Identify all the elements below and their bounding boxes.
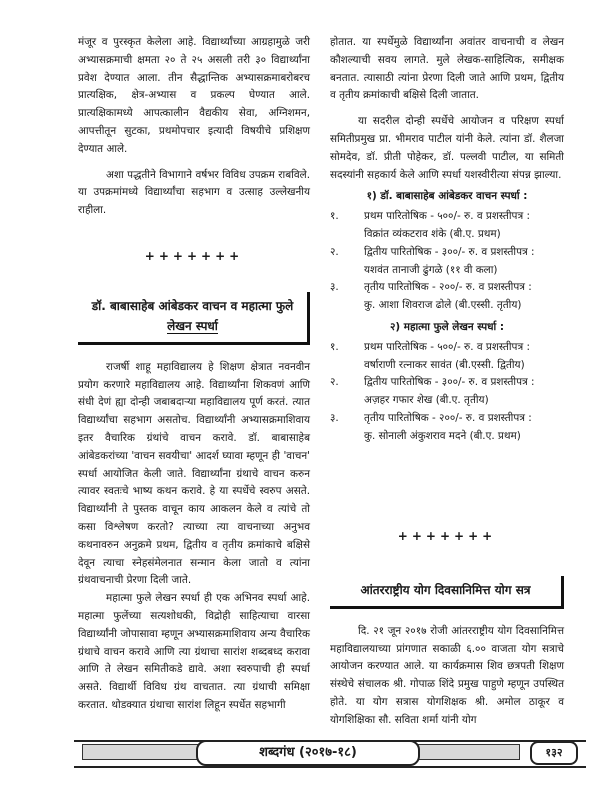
prize-title: द्वितीय पारितोषिक - ३००/- रु. व प्रशस्तीपत्र :: [364, 376, 535, 389]
prize-item: [330, 279, 564, 315]
left-paragraph-3: राजर्षी शाहू महाविद्यालय हे शिक्षण क्षेत्रात नवनवीन प्रयोग करणारे महाविद्यालय आहे. विद्यार्थ्यांना शिकवणं आणि संधी देणं ह्या दोन्ही जबाबदाऱ्या महाविद्यालय पूर्ण करतं. त्यात विद्यार्थ्यांचा सहभाग असतोच. विद्यार्थ्यांनी अभ्यासक्रमाशिवाय इतर वैचारिक ग्रंथांचे वाचन करावे. डॉ. बाबासाहेब आंबेडकरांच्या 'वाचन सवयीचा' आदर्श घ्यावा म्हणून ही 'वाचन' स्पर्धा आयोजित केली जाते. विद्यार्थ्यांना ग्रंथाचे वाचन करुन त्यावर स्वतःचे भाष्य कथन करावे. हे या स्पर्धेचे स्वरुप असते. विद्यार्थ्यांनी ते पुस्तक वाचून काय आकलन केले व त्यांचे तो कसा विश्लेषण करतो? त्याच्या त्या वाचनाच्या अनुभव कथनावरुन अनुक्रमे प्रथम, द्वितीय व तृतीय क्रमांकाचे बक्षिसे देवून त्याचा स्नेहसंमेलनात सन्मान केला जातो व त्यांना ग्रंथवाचनाची प्रेरणा दिली जाते.: [78, 360, 310, 587]
section-heading-reading-writing: [78, 292, 310, 345]
prize-item: [330, 339, 564, 375]
reading-competition-subheading: १) डॉ. बाबासाहेब आंबेडकर वाचन स्पर्धा :: [366, 190, 528, 203]
prize-title: तृतीय पारितोषिक - २००/- रु. व प्रशस्तीपत्र :: [364, 281, 532, 294]
writing-competition-subheading: २) महात्मा फुले लेखन स्पर्धा :: [389, 320, 505, 333]
publication-title: शब्दगंध (२०१७-१८): [196, 740, 420, 766]
prize-winner: कु. सोनाली अंकुशराव मदने (बी.ए. प्रथम): [364, 429, 521, 442]
prize-title: प्रथम पारितोषिक - ५००/- रु. व प्रशस्तीपत्र :: [364, 340, 530, 353]
right-column: [330, 34, 564, 446]
right-paragraph-2: या सदरील दोन्ही स्पर्धेचे आयोजन व परिक्षण स्पर्धा समितीप्रमुख प्रा. भीमराव पाटील यांनी केले. त्यांना डॉ. शैलजा सोमदेव, डॉ. प्रीती पोहेकर, डॉ. पल्लवी पाटील, या समिती सदस्यांनी सहकार्य केले आणि स्पर्धा यशस्वीरीत्या संपन्न झाल्या.: [330, 115, 564, 181]
prize-item: [330, 374, 564, 410]
right-paragraph-1: होतात. या स्पर्धेमुळे विद्यार्थ्यांना अवांतर वाचनाची व लेखन कौशल्याची सवय लागते. मुले लेखक-साहित्यिक, समीक्षक बनतात. त्यासाठी त्यांना प्रेरणा दिली जाते आणि प्रथम, द्वितीय व तृतीय क्रमांकाची बक्षिसे दिली जातात.: [330, 36, 564, 102]
left-paragraph-2: अशा पद्धतीने विभागाने वर्षभर विविध उपक्रम राबविले. या उपक्रमांमध्ये विद्यार्थ्यांचा सहभाग व उत्साह उल्लेखनीय राहीला.: [78, 168, 310, 217]
prize-title: तृतीय पारितोषिक - २००/- रु. व प्रशस्तीपत्र :: [364, 411, 532, 424]
prize-number: ३.: [330, 281, 339, 294]
heading-line-1: डॉ. बाबासाहेब आंबेडकर वाचन व महात्मा फुले: [91, 298, 294, 313]
prize-number: २.: [330, 376, 339, 389]
prize-winner: वर्षाराणी रत्नाकर सावंत (बी.एस्सी. द्वितीय): [364, 358, 525, 371]
prize-title: प्रथम पारितोषिक - ५००/- रु. व प्रशस्तीपत्र :: [364, 210, 530, 223]
left-paragraph-4: महात्मा फुले लेखन स्पर्धा ही एक अभिनव स्पर्धा आहे. महात्मा फुलेंच्या सत्यशोधकी, विद्रोही साहित्याचा वारसा विद्यार्थ्यांनी जोपासावा म्हणून अभ्यासक्रमाशिवाय अन्य वैचारिक ग्रंथाचे वाचन करावे आणि त्या ग्रंथाचा सारांश शब्दबध्द करावा आणि ते लेखन समितीकडे द्यावे. अशा स्वरुपाची ही स्पर्धा असते. विद्यार्थी विविध ग्रंथ वाचतात. त्या ग्रंथाची समिक्षा करतात. थोडक्यात ग्रंथाचा सारांश लिहून स्पर्धेत सहभागी: [78, 592, 310, 711]
prize-winner: अज़हर गफार शेख (बी.ए. तृतीय): [364, 394, 489, 407]
prize-item: [330, 208, 564, 244]
prize-winner: विक्रांत व्यंकटराव शंके (बी.ए. प्रथम): [364, 227, 501, 240]
right-column-lower: [330, 528, 564, 730]
heading-line-2: लेखन स्पर्धा: [167, 318, 218, 333]
prize-number: २.: [330, 245, 339, 258]
prize-number: ३.: [330, 411, 339, 424]
prize-winner: कु. आशा शिवराज ढोले (बी.एस्सी. तृतीय): [364, 299, 522, 312]
section-divider-stars: +++++++: [397, 529, 497, 543]
right-paragraph-3: दि. २१ जून २०१७ रोजी आंतरराष्ट्रीय योग दिवसानिमित्त महाविद्यालयाच्या प्रांगणात सकाळी ६.०० वाजता योग सत्राचे आयोजन करण्यात आले. या कार्यक्रमास शिव छत्रपती शिक्षण संस्थेचे संचालक श्री. गोपाळ शिंदे प्रमुख पाहुणे म्हणून उपस्थित होते. या योग सत्रास योगशिक्षक श्री. अमोल ठाकूर व योगशिक्षिका सौ. सविता शर्मा यांनी योग: [330, 624, 564, 726]
left-column: [78, 34, 310, 715]
page-number: १३२: [530, 741, 578, 765]
prize-title: द्वितीय पारितोषिक - ३००/- रु. व प्रशस्तीपत्र :: [364, 245, 535, 258]
prize-number: १.: [330, 210, 339, 223]
prize-item: [330, 410, 564, 446]
left-paragraph-1: मंजूर व पुरस्कृत केलेला आहे. विद्यार्थ्यांच्या आग्रहामुळे जरी अभ्यासक्रमाची क्षमता २० ते २५ असली तरी ३० विद्यार्थ्यांना प्रवेश देण्यात आला. तीन सैद्धान्तिक अभ्यासक्रमाबरोबरच प्रात्यक्षिक, क्षेत्र-अभ्यास व प्रकल्प घेण्यात आले. प्रात्यक्षिकामध्ये आपत्कालीन वैद्यकीय सेवा, अग्निशमन, आपत्तीतून सुटका, प्रथमोपचार इत्यादी विषयीचे प्रशिक्षण देण्यात आले.: [78, 36, 310, 155]
prize-winner: यशवंत तानाजी ढुंगळे (११ वी कला): [364, 263, 498, 276]
section-divider-stars: +++++++: [144, 248, 244, 263]
prize-number: १.: [330, 340, 339, 353]
section-heading-yoga: आंतरराष्ट्रीय योग दिवसानिमित्त योग सत्र: [330, 576, 564, 609]
prize-item: [330, 244, 564, 280]
